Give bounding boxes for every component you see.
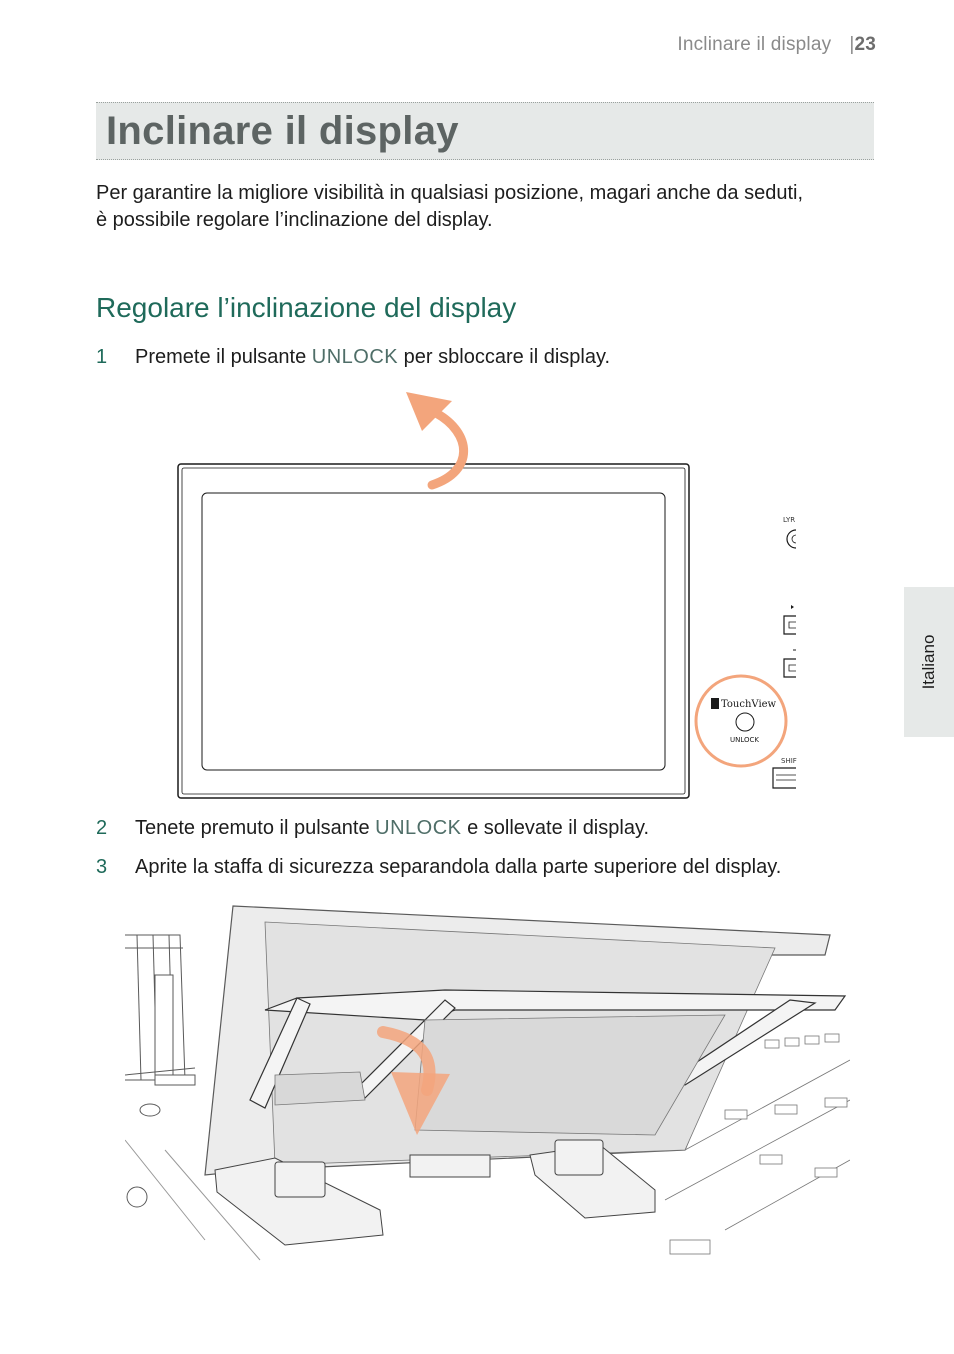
intro-line-2: è possibile regolare l’inclinazione del display. — [96, 209, 493, 231]
step-number: 3 — [96, 856, 108, 878]
intro-paragraph — [96, 180, 886, 234]
running-title: Inclinare il display — [677, 34, 832, 55]
unlock-label: UNLOCK — [730, 736, 759, 744]
step-text: Aprite la staffa di sicurezza separandola dalla parte superiore del display. — [135, 856, 782, 878]
step-keyword: UNLOCK — [311, 346, 399, 368]
language-tab — [904, 587, 954, 737]
panel-label-shif: SHIF — [781, 757, 797, 765]
step-1 — [96, 346, 610, 369]
step-2 — [96, 817, 649, 840]
language-label: Italiano — [919, 634, 938, 690]
panel-label-lyr: LYR — [783, 516, 796, 524]
touchview-label: TouchView — [721, 699, 777, 710]
intro-line-1: Per garantire la migliore visibilità in qualsiasi posizione, magari anche da seduti, — [96, 182, 804, 204]
header-separator: | — [849, 34, 855, 55]
unlock-button — [736, 713, 754, 731]
step-text-after: per sbloccare il display. — [398, 346, 611, 368]
step-text-before: Tenete premuto il pulsante — [135, 817, 376, 839]
step-keyword: UNLOCK — [375, 817, 462, 839]
page-title: Inclinare il display — [106, 109, 459, 153]
running-header — [677, 34, 876, 56]
step-number: 2 — [96, 817, 108, 839]
section-title: Regolare l’inclinazione del display — [96, 292, 517, 323]
step-text-after: e sollevate il display. — [461, 817, 650, 839]
page-number: 23 — [854, 34, 876, 55]
figure-unlock-display — [170, 385, 810, 805]
korg-logo-icon — [711, 698, 719, 709]
step-3 — [96, 856, 781, 879]
title-band — [96, 102, 874, 160]
display-screen — [202, 493, 665, 770]
step-text-before: Premete il pulsante — [135, 346, 312, 368]
step-number: 1 — [96, 346, 108, 368]
figure-safety-bracket — [125, 900, 850, 1262]
